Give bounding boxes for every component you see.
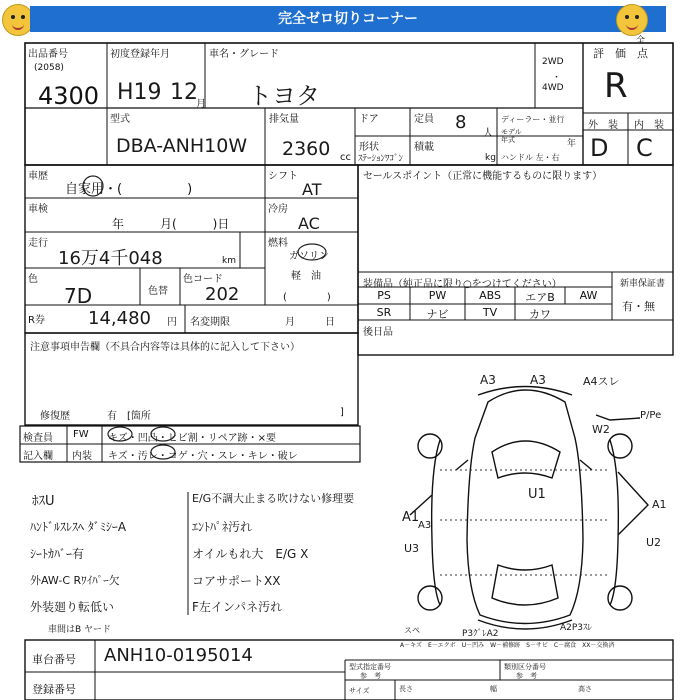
width-label: 幅 [490,685,497,693]
mileage-label: 走行 [28,238,48,249]
sales-points-label: セールスポイント（正常に機能するものに限ります） [363,171,603,182]
displacement-value: 2360 [282,138,331,160]
ac-label: 冷房 [268,204,288,215]
damage-legend: A－キズ E－エクボ U－凹み W－補修跡 S－サビ C－腐食 XX－交換済 [400,642,615,649]
equip-ps: PS [377,289,391,302]
note-left-3: ｼｰﾄｶﾊﾞｰ有 [30,547,85,561]
displacement-label: 排気量 [269,114,299,125]
door-label: ドア [359,114,379,125]
ext-label: 外 装 [588,120,618,131]
mark-a3-center: A3 [530,373,546,387]
lot-sub: (2058) [34,63,64,73]
page-banner: 完全ゼロ切りコーナー [30,6,666,32]
mark-p3-left: P3ｸﾞﾚA2 [462,629,499,639]
handle-label: ハンドル 左・右 [501,153,560,162]
year-unit: 年 [567,139,577,149]
shift-value: AT [302,180,322,199]
equip-airbag: エアB [525,291,555,304]
ext-grade: D [590,134,609,162]
mark-a1-right: A1 [652,498,667,511]
note-right-4: コアサポートXX [192,574,281,588]
class-ref: 参 考 [516,672,537,680]
equip-leather: カワ [529,308,551,321]
history-label: 車歴 [28,171,48,182]
load-label: 積載 [414,142,434,153]
fuel-other: ( ) [283,292,331,303]
drive-4wd: 4WD [542,83,564,93]
equipment-label: 装備品（純正品に限り○をつけてください） [363,279,562,290]
size-label: サイズ [349,687,370,695]
height-label: 高さ [578,685,592,693]
first-reg-month: 12 [170,80,198,105]
note-right-5: F左インパネ汚れ [192,600,283,614]
yen-unit: 円 [167,317,177,328]
color-code-label: 色コード [183,274,223,285]
kg-unit: kg [485,153,496,163]
type-label: 型式指定番号 [349,663,391,671]
person-unit: 人 [483,128,493,139]
first-reg-label: 初度登録年月 [110,49,170,60]
note-left-1: ﾎｽU [32,494,55,509]
fuel-gasoline: ガソリン [289,251,329,262]
ac-value: AC [298,214,320,233]
model-label: 型式 [110,114,130,125]
score-label: 評 価 点 [593,47,648,60]
int-label: 内 装 [634,120,664,131]
recycle-value: 14,480 [88,308,151,329]
equip-pw: PW [428,289,447,302]
mark-u3: U3 [404,542,420,555]
maker-label: 車名・グレード [209,49,279,60]
note-left-2: ﾊﾝﾄﾞﾙｽﾚｽﾍ ﾀﾞﾐｼｰA [30,520,127,534]
fw-items: キズ・凹凸・ヒビ割・リペア跡・×要 [108,433,276,444]
tax-label: 名変期限 [190,317,230,328]
note-right-2: ｴﾝﾄﾊﾟﾈ汚れ [192,520,253,534]
repair-value: 有 [箇所 [107,411,151,422]
repair-label: 修復歴 [40,411,70,422]
equip-navi: ナビ [426,308,449,321]
mark-u1: U1 [528,487,546,502]
inspector-label1: 検査員 [23,433,53,444]
chassis-value: ANH10-0195014 [104,645,253,666]
maker-value: トヨタ [248,82,320,110]
shape-value: ｽﾃｰｼｮﾝﾜｺﾞﾝ [358,154,404,164]
lot-number: 4300 [38,82,100,110]
inspect-value: 年 月( )日 [112,217,230,231]
mark-p3-right: A2P3ｽﾚ [560,623,593,633]
mark-a4: A4スレ [583,375,620,388]
color-code-value: 202 [205,284,240,305]
equip-tv: TV [482,306,498,319]
fw-label: FW [73,429,89,440]
note-right-3: オイルもれ大 E/G X [192,547,309,561]
recycle-label: R券 [28,315,45,326]
color-label: 色 [28,274,38,285]
inspector-label2: 記入欄 [23,451,53,462]
repair-close: ] [340,407,344,418]
orig-color-label: 色替 [148,286,168,297]
mark-a3-left: A3 [480,373,496,387]
month-unit: 月 [196,99,206,110]
fuel-diesel: 軽 油 [291,271,321,282]
warranty-value: 有・無 [622,300,655,313]
fuel-label: 燃料 [268,238,288,249]
km-unit: km [222,256,236,266]
mark-u2: U2 [646,536,662,549]
reg-label: 登録番号 [32,683,76,696]
shape-label: 形状 [359,142,379,153]
mark-pe: P/Pe [640,410,662,421]
equip-sr: SR [376,306,392,319]
shift-label: シフト [268,171,298,182]
dealer-label: ディーラー・並行 [501,115,565,124]
notes-label: 注意事項申告欄（不具合内容等は具体的に記入して下さい） [30,342,300,353]
capacity-value: 8 [455,112,467,133]
mileage-value: 16万4千048 [58,248,163,269]
warranty-label: 新車保証書 [620,279,666,289]
tax-value: 月 日 [285,317,335,328]
lot-label: 出品番号 [28,49,68,60]
mark-spare: スペ [404,626,420,635]
drive-dot: ・ [552,73,562,83]
int-grade: C [636,134,653,162]
note-right-1: E/G不調大止まる吹けない修理要 [192,492,355,505]
type-ref: 参 考 [360,672,381,680]
drive-2wd: 2WD [542,57,564,67]
model-year-label: モデル年式 [501,128,522,144]
inspect-label: 車検 [28,204,48,215]
color-value: 7D [64,284,93,308]
equip-aw: AW [579,289,598,302]
usage-value: 自家用・( ) [65,182,193,197]
model-value: DBA-ANH10W [116,135,248,157]
note-left-4: 外AW-C Rﾜｲﾊﾟｰ欠 [30,574,120,587]
capacity-label: 定員 [414,114,434,125]
header-cut-text: 全 [636,36,646,46]
chassis-label: 車台番号 [32,653,76,666]
first-reg-year: H19 [117,80,162,105]
cc-unit: cc [340,152,351,163]
equip-abs: ABS [479,289,501,302]
class-label: 類別区分番号 [504,663,546,671]
mark-w2: W2 [592,423,610,436]
mark-a3-side: A3 [418,520,432,531]
after-items-label: 後日品 [363,327,393,338]
mark-a1-left: A1 [402,510,420,525]
length-label: 長さ [399,685,413,693]
score-value: R [604,66,628,106]
int-items: キズ・汚レ・コゲ・穴・スレ・キレ・破レ [108,451,298,462]
int-inspect-label: 内装 [72,451,92,462]
note-left-6: 車間はB ヤード [48,625,112,635]
note-left-5: 外装廻り転低い [30,600,115,614]
